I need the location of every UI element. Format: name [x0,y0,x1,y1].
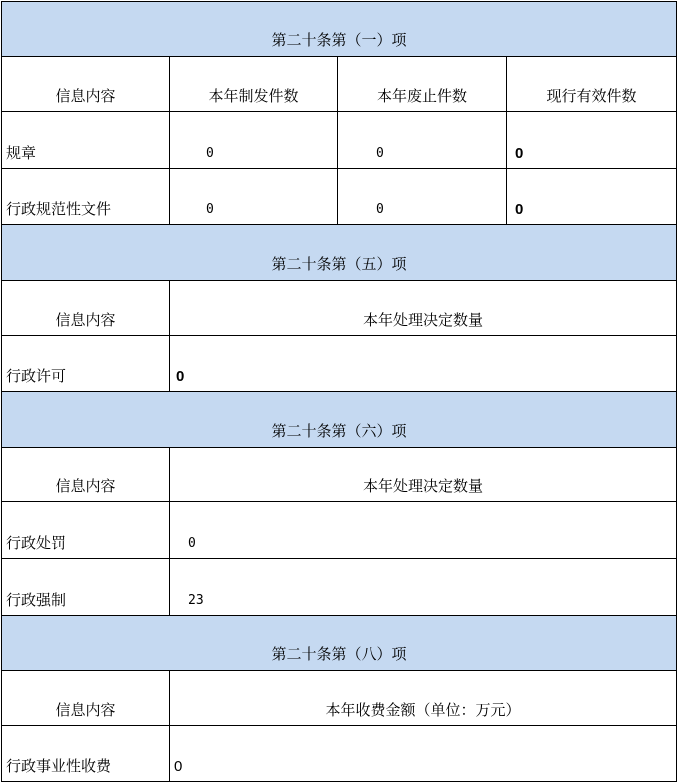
row-label: 行政规范性文件 [2,169,170,225]
column-header: 现行有效件数 [507,57,677,112]
disclosure-table [1,1,677,782]
table-row [2,559,677,616]
section-title-row [2,392,677,448]
cell-value: 0 [507,169,677,225]
column-header: 信息内容 [2,57,170,112]
cell-value: 23 [170,559,677,616]
section-title-row [2,616,677,671]
row-label: 行政强制 [2,559,170,616]
row-label: 行政许可 [2,336,170,392]
cell-value: 0 [170,169,338,225]
header-row [2,57,677,112]
table-row [2,726,677,782]
column-header: 信息内容 [2,448,170,502]
column-header: 本年处理决定数量 [170,281,677,336]
header-row [2,448,677,502]
cell-value: 0 [170,726,677,782]
table-row [2,112,677,169]
table-row [2,169,677,225]
column-header: 本年制发件数 [170,57,338,112]
section-title: 第二十条第（八）项 [2,616,677,671]
table-row [2,336,677,392]
column-header: 信息内容 [2,671,170,726]
cell-value: 0 [170,336,677,392]
row-label: 行政处罚 [2,502,170,559]
cell-value: 0 [170,502,677,559]
cell-value: 0 [507,112,677,169]
row-label: 规章 [2,112,170,169]
column-header: 信息内容 [2,281,170,336]
header-row [2,281,677,336]
column-header: 本年废止件数 [338,57,507,112]
section-title: 第二十条第（五）项 [2,225,677,281]
cell-value: 0 [170,112,338,169]
column-header: 本年收费金额（单位：万元） [170,671,677,726]
header-row [2,671,677,726]
row-label: 行政事业性收费 [2,726,170,782]
section-title-row [2,2,677,57]
section-title-row [2,225,677,281]
section-title: 第二十条第（一）项 [2,2,677,57]
cell-value: 0 [338,169,507,225]
table-row [2,502,677,559]
cell-value: 0 [338,112,507,169]
section-title: 第二十条第（六）项 [2,392,677,448]
column-header: 本年处理决定数量 [170,448,677,502]
